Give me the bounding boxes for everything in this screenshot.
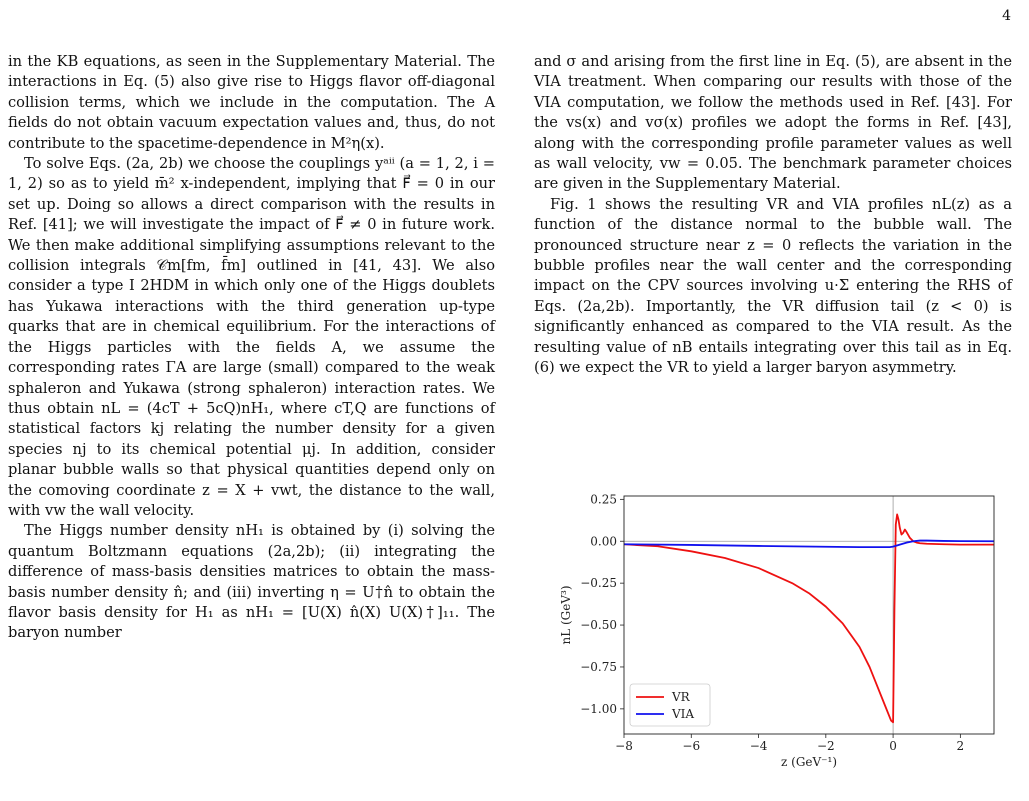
x-tick-label: −4 <box>749 739 768 753</box>
figure-1 <box>534 488 1012 788</box>
right-column <box>534 52 1012 379</box>
x-axis-label: z (GeV⁻¹) <box>781 755 837 769</box>
x-tick-label: −6 <box>682 739 701 753</box>
legend-label-vr: VR <box>672 690 690 704</box>
y-tick-label: −0.75 <box>580 659 617 674</box>
y-tick-label: −0.50 <box>580 618 617 633</box>
page-number: 4 <box>1002 8 1011 24</box>
left-paragraph-3: The Higgs number density nH₁ is obtained by (i) solving the quantum Boltzmann equations (2a,2b); (ii) integrating the difference of mass-basis densities matrices to obtain the mass-basis number density n̂; and (iii) inverting η = U†n̂ to obtain the flavor basis density for H₁ as nH₁ = [U(X) n̂(X) U(X)†]₁₁. The baryon number <box>8 522 495 642</box>
left-paragraph-1: in the KB equations, as seen in the Supplementary Material. The interactions in Eq. (5) also give rise to Higgs flavor off-diagonal collision terms, which we include in the computation. The A fields do not obtain vacuum expectation values and, thus, do not contribute to the spacetime-dependence in M²η(x). <box>8 53 495 152</box>
y-tick-label: −0.25 <box>580 576 617 591</box>
x-tick-label: −8 <box>615 739 633 753</box>
legend-label-via: VIA <box>672 707 695 721</box>
left-paragraph-2: To solve Eqs. (2a, 2b) we choose the couplings yᵃⁱⁱ (a = 1, 2, i = 1, 2) so as to yield m̄² x-independent, implying that F⃗ = 0 in our set up. Doing so allows a direct comparison with the results in Ref. [41]; we will investigate the impact of F⃗ ≠ 0 in future work. We then make additional simplifying assumptions relevant to the collision integrals 𝒞m[fm, f̄m] outlined in [41, 43]. We also consider a type I 2HDM in which only one of the Higgs doublets has Yukawa interactions with the third generation up-type quarks that are in chemical equilibrium. For the interactions of the Higgs particles with the fields A, we assume the corresponding rates ΓA are large (small) compared to the weak sphaleron and Yukawa (strong sphaleron) interaction rates. We thus obtain nL = (4cT + 5cQ)nH₁, where cT,Q are functions of statistical factors kj relating the number density for a given species nj to its chemical potential μj. In addition, consider planar bubble walls so that physical quantities depend only on the comoving coordinate z = X + vwt, the distance to the wall, with vw the wall velocity. <box>8 155 495 519</box>
y-tick-label: 0.25 <box>590 492 617 507</box>
x-tick-label: 0 <box>889 739 897 753</box>
y-tick-label: 0.00 <box>590 534 617 549</box>
nl-profile-chart <box>534 488 1012 788</box>
right-paragraph-1: and σ and arising from the first line in Eq. (5), are absent in the VIA treatment. When comparing our results with those of the VIA computation, we follow the methods used in Ref. [43]. For the vs(x) and vσ(x) profiles we adopt the forms in Ref. [43], along with the corresponding profile parameter values as well as wall velocity, vw = 0.05. The benchmark parameter choices are given in the Supplementary Material. <box>534 53 1012 193</box>
y-tick-label: −1.00 <box>580 701 617 716</box>
x-tick-label: 2 <box>956 739 965 753</box>
left-column <box>8 52 495 644</box>
legend-box <box>630 684 710 726</box>
right-paragraph-2: Fig. 1 shows the resulting VR and VIA profiles nL(z) as a function of the distance normal to the bubble wall. The pronounced structure near z = 0 reflects the variation in the bubble profiles near the wall center and the corresponding impact on the CPV sources involving u·Σ entering the RHS of Eqs. (2a,2b). Importantly, the VR diffusion tail (z < 0) is significantly enhanced as compared to the VIA result. As the resulting value of nB entails integrating over this tail as in Eq. (6) we expect the VR to yield a larger baryon asymmetry. <box>534 195 1012 377</box>
x-tick-label: −2 <box>816 739 835 753</box>
y-axis-label: nL (GeV³) <box>559 585 573 645</box>
